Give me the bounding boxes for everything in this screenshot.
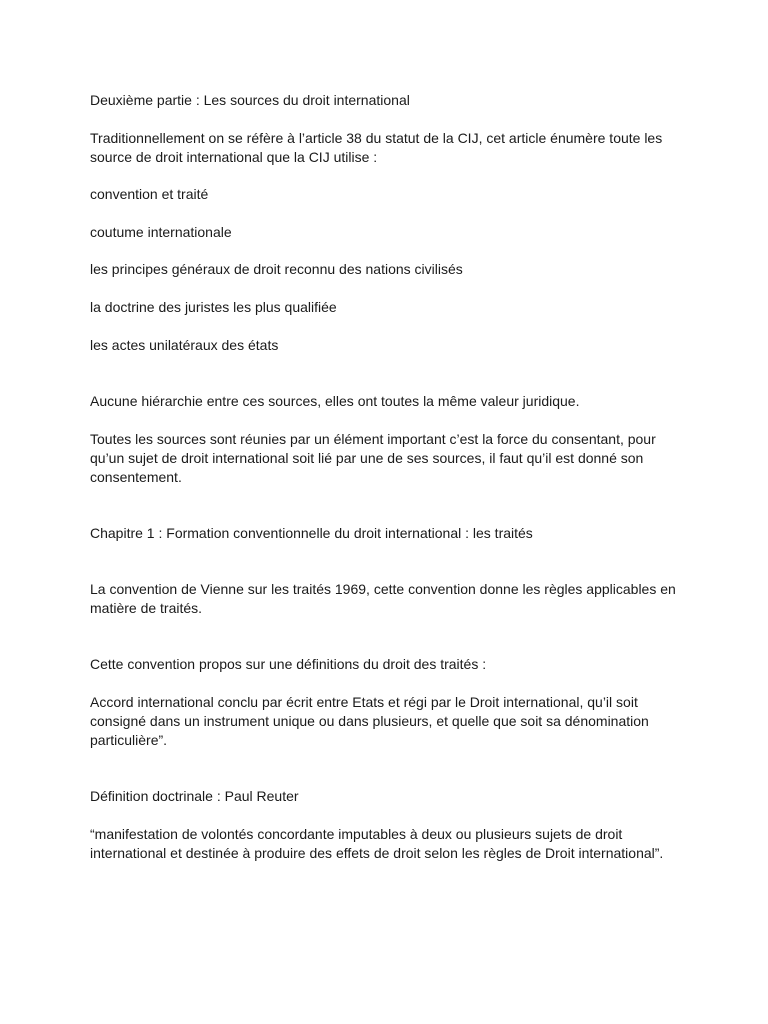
chapter-heading [90,524,690,543]
text-line: la doctrine des juristes les plus qualifiée [90,299,337,315]
text-line: Traditionnellement on se réfère à l’article 38 du statut de la CIJ, cet article énumère toute les [90,130,663,146]
text-line: “manifestation de volontés concordante imputables à deux ou plusieurs sujets de droit [90,826,623,842]
text-line: Deuxième partie : Les sources du droit international [90,92,410,108]
section-heading [90,91,690,110]
text-line: les principes généraux de droit reconnu des nations civilisés [90,261,463,277]
text-line: particulière”. [90,732,168,748]
quote-paragraph [90,825,690,863]
text-line: Accord international conclu par écrit entre Etats et régi par le Droit international, qu’il soit [90,694,638,710]
text-line: international et destinée à produire des effets de droit selon les règles de Droit international”. [90,845,664,861]
text-line: consentement. [90,469,182,485]
text-line: La convention de Vienne sur les traités 1969, cette convention donne les règles applicables en [90,581,676,597]
body-paragraph [90,430,690,487]
body-paragraph [90,392,690,411]
source-item [90,298,690,317]
text-line: les actes unilatéraux des états [90,337,279,353]
text-line: Aucune hiérarchie entre ces sources, elles ont toutes la même valeur juridique. [90,393,580,409]
text-line: Chapitre 1 : Formation conventionnelle du droit international : les traités [90,525,533,541]
source-item [90,223,690,242]
text-line: matière de traités. [90,600,203,616]
text-line: coutume internationale [90,224,232,240]
source-item [90,185,690,204]
subheading [90,787,690,806]
text-line: convention et traité [90,186,209,202]
text-line: Toutes les sources sont réunies par un élément important c’est la force du consentant, pour [90,431,656,447]
text-line: Cette convention propos sur une définitions du droit des traités : [90,656,487,672]
body-paragraph [90,655,690,674]
intro-paragraph [90,129,690,167]
source-item [90,260,690,279]
text-line: Définition doctrinale : Paul Reuter [90,788,299,804]
source-item [90,336,690,355]
definition-paragraph [90,693,690,750]
text-line: consigné dans un instrument unique ou dans plusieurs, et quelle que soit sa dénomination [90,713,649,729]
text-line: source de droit international que la CIJ utilise : [90,149,378,165]
body-paragraph [90,580,690,618]
text-line: qu’un sujet de droit international soit lié par une de ses sources, il faut qu’il est donné son [90,450,644,466]
